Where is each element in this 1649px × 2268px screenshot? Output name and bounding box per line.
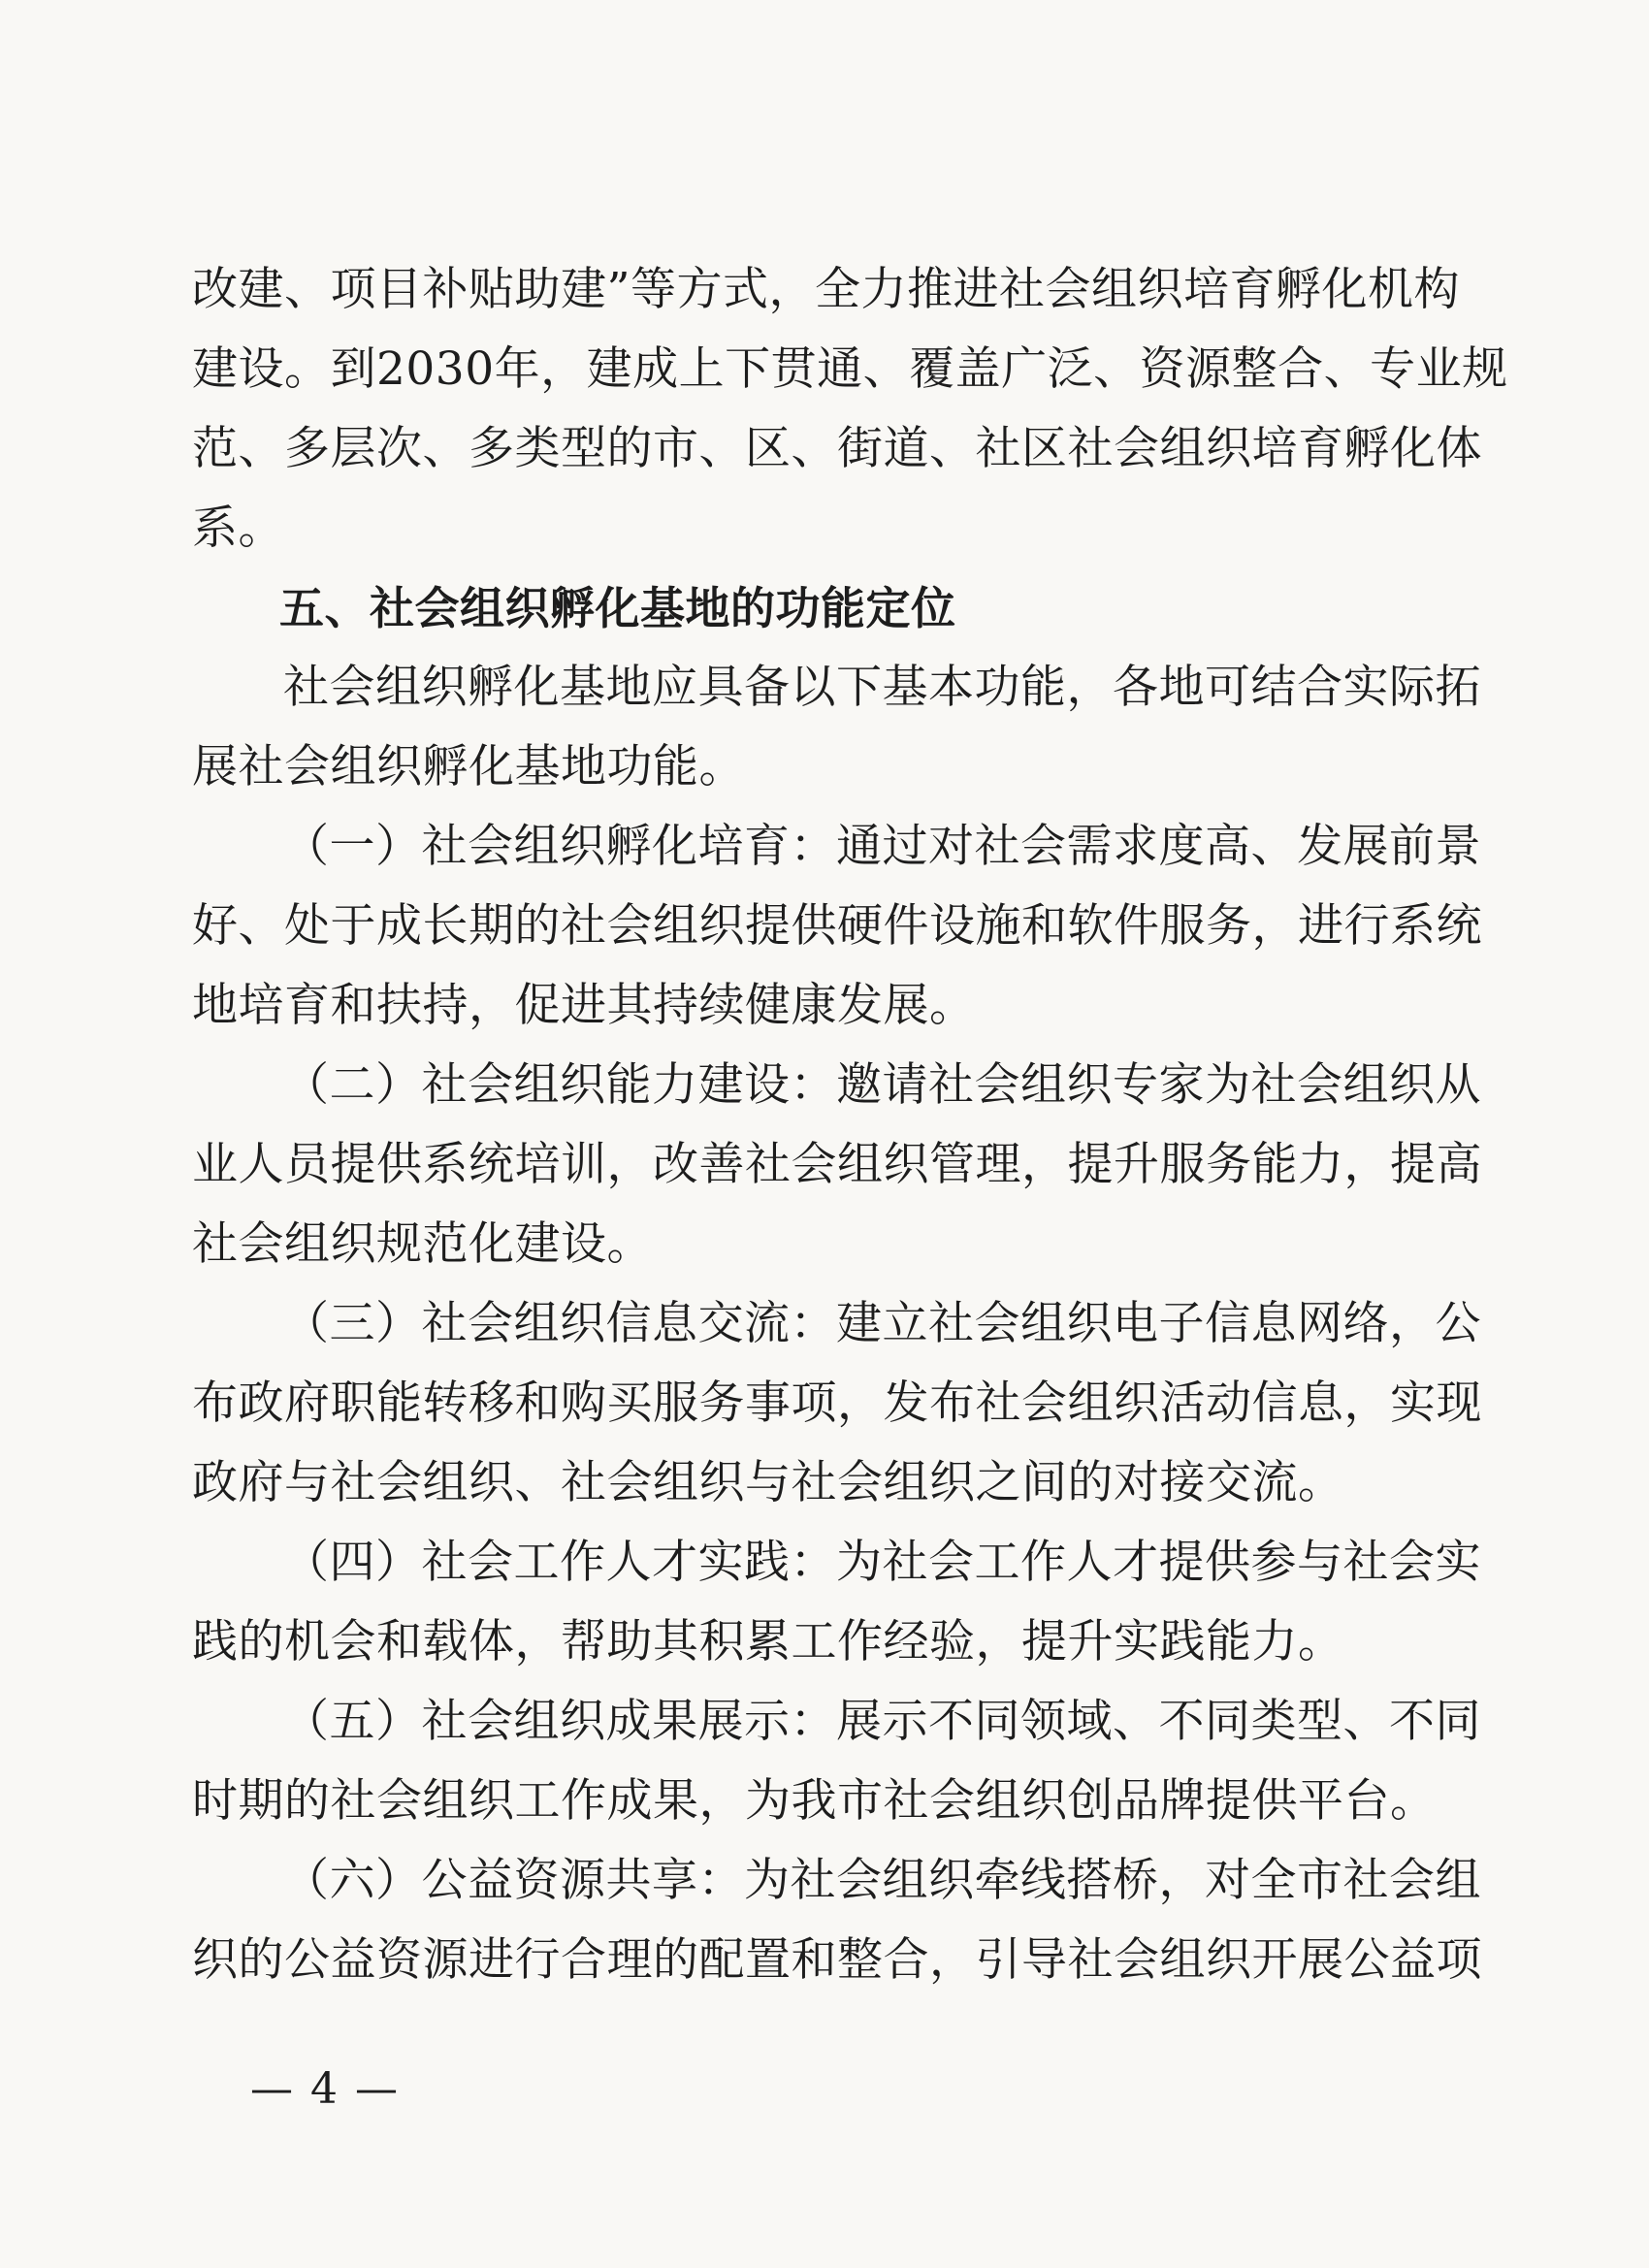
text-line: 践的机会和载体，帮助其积累工作经验，提升实践能力。 [192, 1615, 1344, 1669]
page-number: — 4 — [250, 2064, 400, 2114]
text-line: （二）社会组织能力建设：邀请社会组织专家为社会组织从 [283, 1058, 1481, 1112]
text-line: （四）社会工作人才实践：为社会工作人才提供参与社会实 [283, 1536, 1481, 1589]
text-line: 时期的社会组织工作成果，为我市社会组织创品牌提供平台。 [192, 1774, 1437, 1828]
text-line: 改建、项目补贴助建”等方式，全力推进社会组织培育孵化机构 [192, 263, 1461, 316]
text-line: 织的公益资源进行合理的配置和整合，引导社会组织开展公益项 [192, 1933, 1482, 1987]
text-line: （六）公益资源共享：为社会组织牵线搭桥，对全市社会组 [283, 1854, 1481, 1907]
text-line: 展社会组织孵化基地功能。 [192, 740, 745, 794]
section-heading: 五、社会组织孵化基地的功能定位 [279, 582, 956, 634]
text-line: 布政府职能转移和购买服务事项，发布社会组织活动信息，实现 [192, 1377, 1482, 1430]
text-line: 好、处于成长期的社会组织提供硬件设施和软件服务，进行系统 [192, 899, 1482, 953]
text-line: 系。 [192, 502, 284, 555]
text-line: 地培育和扶持，促进其持续健康发展。 [192, 979, 976, 1032]
text-line: （一）社会组织孵化培育：通过对社会需求度高、发展前景 [283, 820, 1481, 873]
text-line: 建设。到2030年，建成上下贯通、覆盖广泛、资源整合、专业规 [192, 342, 1508, 396]
text-line: 社会组织规范化建设。 [192, 1217, 653, 1271]
text-line: 政府与社会组织、社会组织与社会组织之间的对接交流。 [192, 1456, 1344, 1509]
body-text [192, 250, 1508, 2000]
text-line: 业人员提供系统培训，改善社会组织管理，提升服务能力，提高 [192, 1138, 1482, 1191]
text-line: （五）社会组织成果展示：展示不同领域、不同类型、不同 [283, 1695, 1481, 1748]
text-line: （三）社会组织信息交流：建立社会组织电子信息网络，公 [283, 1297, 1481, 1350]
text-line: 范、多层次、多类型的市、区、街道、社区社会组织培育孵化体 [192, 422, 1482, 475]
text-line: 社会组织孵化基地应具备以下基本功能，各地可结合实际拓 [283, 661, 1481, 714]
